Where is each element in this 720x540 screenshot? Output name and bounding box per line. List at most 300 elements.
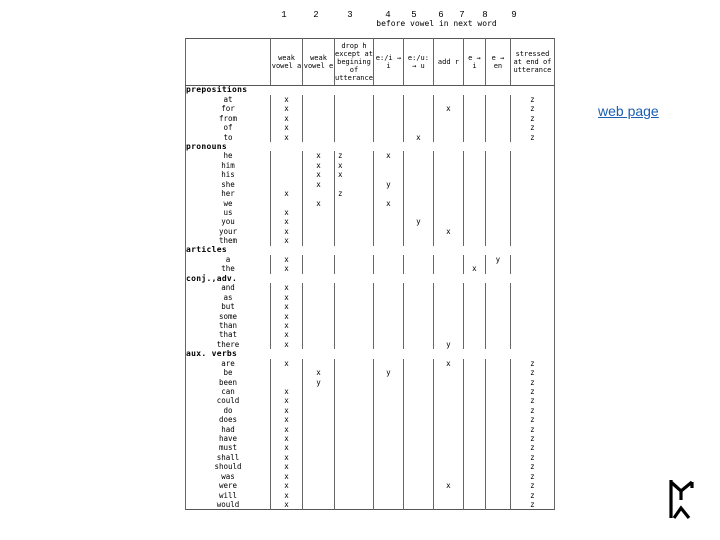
- mark-cell: [373, 227, 403, 236]
- mark-cell: x: [403, 133, 433, 142]
- mark-cell: z: [510, 387, 554, 396]
- mark-cell: x: [271, 123, 303, 132]
- mark-cell: [303, 133, 335, 142]
- mark-cell: [463, 321, 485, 330]
- mark-cell: z: [510, 444, 554, 453]
- table-row: [186, 95, 555, 104]
- mark-cell: [510, 340, 554, 349]
- mark-cell: [373, 387, 403, 396]
- mark-cell: [373, 481, 403, 490]
- mark-cell: [373, 114, 403, 123]
- mark-cell: [433, 368, 463, 377]
- mark-cell: [303, 359, 335, 368]
- mark-cell: [373, 189, 403, 198]
- mark-cell: [485, 114, 510, 123]
- mark-cell: [463, 161, 485, 170]
- web-page-link[interactable]: web page: [598, 103, 659, 119]
- mark-cell: x: [271, 104, 303, 113]
- word-cell: him: [186, 161, 271, 170]
- mark-cell: x: [271, 283, 303, 292]
- mark-cell: [303, 481, 335, 490]
- mark-cell: [433, 236, 463, 245]
- mark-cell: [463, 255, 485, 264]
- mark-cell: [463, 462, 485, 471]
- mark-cell: [433, 151, 463, 160]
- mark-cell: [303, 95, 335, 104]
- mark-cell: [463, 133, 485, 142]
- mark-cell: [433, 161, 463, 170]
- mark-cell: [433, 217, 463, 226]
- word-cell: and: [186, 283, 271, 292]
- mark-cell: [303, 453, 335, 462]
- mark-cell: z: [510, 378, 554, 387]
- mark-cell: [373, 302, 403, 311]
- column-number: 4: [385, 10, 391, 20]
- mark-cell: [485, 453, 510, 462]
- mark-cell: [335, 425, 374, 434]
- mark-cell: [485, 180, 510, 189]
- mark-cell: z: [510, 434, 554, 443]
- word-cell: his: [186, 170, 271, 179]
- mark-cell: [373, 491, 403, 500]
- mark-cell: x: [463, 265, 485, 274]
- mark-cell: [463, 199, 485, 208]
- mark-cell: [433, 321, 463, 330]
- word-cell: the: [186, 265, 271, 274]
- mark-cell: [485, 481, 510, 490]
- mark-cell: [373, 293, 403, 302]
- mark-cell: [403, 472, 433, 481]
- table-row: [186, 236, 555, 245]
- mark-cell: [433, 415, 463, 424]
- mark-cell: [485, 434, 510, 443]
- mark-cell: [433, 199, 463, 208]
- word-column-header: [186, 39, 271, 86]
- mark-cell: [433, 396, 463, 405]
- table-row: [186, 302, 555, 311]
- mark-cell: [373, 208, 403, 217]
- word-cell: are: [186, 359, 271, 368]
- mark-cell: [403, 123, 433, 132]
- mark-cell: [303, 104, 335, 113]
- word-cell: can: [186, 387, 271, 396]
- mark-cell: [303, 283, 335, 292]
- mark-cell: x: [271, 265, 303, 274]
- mark-cell: [403, 444, 433, 453]
- mark-cell: x: [271, 481, 303, 490]
- mark-cell: [485, 368, 510, 377]
- mark-cell: [485, 161, 510, 170]
- mark-cell: [373, 500, 403, 509]
- mark-cell: [485, 340, 510, 349]
- word-cell: as: [186, 293, 271, 302]
- mark-cell: [303, 208, 335, 217]
- mark-cell: y: [373, 180, 403, 189]
- table-row: [186, 415, 555, 424]
- word-cell: from: [186, 114, 271, 123]
- mark-cell: [403, 227, 433, 236]
- word-cell: us: [186, 208, 271, 217]
- mark-cell: [510, 236, 554, 245]
- mark-cell: [335, 396, 374, 405]
- mark-cell: [433, 330, 463, 339]
- mark-cell: [335, 283, 374, 292]
- mark-cell: [373, 444, 403, 453]
- mark-cell: [463, 368, 485, 377]
- mark-cell: [303, 340, 335, 349]
- mark-cell: [335, 321, 374, 330]
- table-row: [186, 462, 555, 471]
- table-row: [186, 265, 555, 274]
- mark-cell: [463, 387, 485, 396]
- word-cell: be: [186, 368, 271, 377]
- table-row: [186, 406, 555, 415]
- mark-cell: [403, 425, 433, 434]
- mark-cell: [403, 491, 433, 500]
- mark-cell: [463, 104, 485, 113]
- word-cell: your: [186, 227, 271, 236]
- mark-cell: [303, 491, 335, 500]
- table-row: [186, 170, 555, 179]
- mark-cell: [463, 415, 485, 424]
- mark-cell: [485, 265, 510, 274]
- mark-cell: [463, 378, 485, 387]
- table-row: [186, 396, 555, 405]
- mark-cell: [463, 340, 485, 349]
- mark-cell: [485, 123, 510, 132]
- mark-cell: [335, 255, 374, 264]
- mark-cell: [485, 227, 510, 236]
- mark-cell: z: [510, 368, 554, 377]
- mark-cell: [433, 114, 463, 123]
- word-cell: shall: [186, 453, 271, 462]
- mark-cell: [373, 462, 403, 471]
- mark-cell: [463, 312, 485, 321]
- word-cell: of: [186, 123, 271, 132]
- word-cell: been: [186, 378, 271, 387]
- table-header-row: [186, 39, 555, 86]
- mark-cell: [373, 170, 403, 179]
- mark-cell: z: [510, 133, 554, 142]
- table-row: [186, 434, 555, 443]
- mark-cell: [335, 444, 374, 453]
- mark-cell: [510, 330, 554, 339]
- mark-cell: [373, 406, 403, 415]
- table-row: [186, 189, 555, 198]
- mark-cell: [485, 283, 510, 292]
- mark-cell: [403, 481, 433, 490]
- mark-cell: x: [271, 217, 303, 226]
- rule-column-header: e → i: [463, 39, 485, 86]
- mark-cell: x: [271, 491, 303, 500]
- word-cell: do: [186, 406, 271, 415]
- table-row: [186, 208, 555, 217]
- mark-cell: [271, 170, 303, 179]
- mark-cell: [303, 114, 335, 123]
- mark-cell: [373, 415, 403, 424]
- mark-cell: [485, 462, 510, 471]
- mark-cell: [403, 161, 433, 170]
- mark-cell: [271, 199, 303, 208]
- mark-cell: [485, 236, 510, 245]
- mark-cell: x: [271, 255, 303, 264]
- word-cell: you: [186, 217, 271, 226]
- mark-cell: z: [510, 104, 554, 113]
- mark-cell: [510, 302, 554, 311]
- category-label: articles: [186, 246, 555, 255]
- mark-cell: [373, 123, 403, 132]
- mark-cell: [433, 170, 463, 179]
- mark-cell: [335, 368, 374, 377]
- mark-cell: [271, 151, 303, 160]
- mark-cell: [433, 462, 463, 471]
- mark-cell: [303, 312, 335, 321]
- mark-cell: x: [433, 227, 463, 236]
- mark-cell: [403, 415, 433, 424]
- mark-cell: x: [271, 425, 303, 434]
- mark-cell: [403, 114, 433, 123]
- mark-cell: [303, 462, 335, 471]
- mark-cell: y: [403, 217, 433, 226]
- mark-cell: [403, 387, 433, 396]
- mark-cell: [271, 161, 303, 170]
- mark-cell: [373, 133, 403, 142]
- mark-cell: [433, 491, 463, 500]
- mark-cell: [403, 378, 433, 387]
- mark-cell: [463, 396, 485, 405]
- mark-cell: [485, 330, 510, 339]
- mark-cell: [463, 170, 485, 179]
- mark-cell: [335, 340, 374, 349]
- mark-cell: x: [271, 293, 303, 302]
- table-row: [186, 387, 555, 396]
- mark-cell: x: [373, 151, 403, 160]
- mark-cell: x: [373, 199, 403, 208]
- mark-cell: [303, 189, 335, 198]
- mark-cell: [373, 236, 403, 245]
- mark-cell: [463, 293, 485, 302]
- table-row: [186, 378, 555, 387]
- mark-cell: [510, 283, 554, 292]
- mark-cell: [403, 170, 433, 179]
- mark-cell: [335, 302, 374, 311]
- mark-cell: [335, 406, 374, 415]
- mark-cell: x: [303, 199, 335, 208]
- mark-cell: x: [271, 387, 303, 396]
- word-cell: to: [186, 133, 271, 142]
- mark-cell: [485, 189, 510, 198]
- table-row: [186, 161, 555, 170]
- mark-cell: x: [303, 161, 335, 170]
- mark-cell: x: [271, 500, 303, 509]
- table-row: [186, 114, 555, 123]
- table-row: [186, 180, 555, 189]
- mark-cell: [433, 406, 463, 415]
- mark-cell: z: [510, 359, 554, 368]
- mark-cell: x: [271, 208, 303, 217]
- table-row: [186, 340, 555, 349]
- table-row: [186, 312, 555, 321]
- mark-cell: [335, 114, 374, 123]
- mark-cell: [463, 114, 485, 123]
- mark-cell: [373, 359, 403, 368]
- mark-cell: x: [271, 415, 303, 424]
- mark-cell: [433, 387, 463, 396]
- table-row: [186, 283, 555, 292]
- mark-cell: [463, 434, 485, 443]
- mark-cell: [335, 293, 374, 302]
- mark-cell: z: [510, 453, 554, 462]
- mark-cell: [335, 378, 374, 387]
- mark-cell: [403, 293, 433, 302]
- mark-cell: [510, 293, 554, 302]
- mark-cell: x: [271, 359, 303, 368]
- mark-cell: [463, 425, 485, 434]
- mark-cell: [403, 359, 433, 368]
- mark-cell: [335, 104, 374, 113]
- mark-cell: [403, 500, 433, 509]
- word-cell: them: [186, 236, 271, 245]
- mark-cell: [463, 453, 485, 462]
- rule-column-header: e → en: [485, 39, 510, 86]
- mark-cell: [433, 95, 463, 104]
- mark-cell: [403, 189, 433, 198]
- word-cell: some: [186, 312, 271, 321]
- mark-cell: [463, 95, 485, 104]
- mark-cell: [373, 161, 403, 170]
- mark-cell: [403, 104, 433, 113]
- word-cell: at: [186, 95, 271, 104]
- mark-cell: [485, 302, 510, 311]
- mark-cell: [485, 312, 510, 321]
- table-row: [186, 453, 555, 462]
- mark-cell: [403, 265, 433, 274]
- mark-cell: [403, 321, 433, 330]
- mark-cell: [485, 217, 510, 226]
- mark-cell: [510, 199, 554, 208]
- mark-cell: [485, 472, 510, 481]
- mark-cell: [485, 293, 510, 302]
- mark-cell: [335, 453, 374, 462]
- mark-cell: x: [271, 434, 303, 443]
- mark-cell: x: [271, 444, 303, 453]
- column-number: 1: [281, 10, 287, 20]
- mark-cell: [303, 396, 335, 405]
- mark-cell: x: [271, 133, 303, 142]
- mark-cell: [335, 312, 374, 321]
- mark-cell: [303, 425, 335, 434]
- mark-cell: [373, 340, 403, 349]
- mark-cell: [510, 170, 554, 179]
- mark-cell: z: [510, 396, 554, 405]
- mark-cell: [463, 359, 485, 368]
- mark-cell: [303, 321, 335, 330]
- mark-cell: [303, 500, 335, 509]
- mark-cell: y: [485, 255, 510, 264]
- mark-cell: [335, 462, 374, 471]
- mark-cell: [485, 396, 510, 405]
- mark-cell: z: [510, 462, 554, 471]
- function-word-table: [185, 38, 555, 510]
- mark-cell: [403, 151, 433, 160]
- word-cell: than: [186, 321, 271, 330]
- word-cell: for: [186, 104, 271, 113]
- mark-cell: x: [433, 104, 463, 113]
- mark-cell: [433, 283, 463, 292]
- mark-cell: [485, 491, 510, 500]
- mark-cell: [510, 161, 554, 170]
- table-row: [186, 472, 555, 481]
- mark-cell: x: [271, 236, 303, 245]
- mark-cell: [433, 255, 463, 264]
- mark-cell: [373, 321, 403, 330]
- mark-cell: [485, 415, 510, 424]
- mark-cell: [485, 406, 510, 415]
- mark-cell: [335, 123, 374, 132]
- mark-cell: [433, 472, 463, 481]
- mark-cell: [485, 425, 510, 434]
- mark-cell: [271, 368, 303, 377]
- rule-column-header: weak vowel a: [271, 39, 303, 86]
- mark-cell: [463, 217, 485, 226]
- mark-cell: [335, 434, 374, 443]
- mark-cell: y: [433, 340, 463, 349]
- mark-cell: [485, 500, 510, 509]
- rule-column-header: drop h except at begining of utterance: [335, 39, 374, 86]
- mark-cell: [463, 236, 485, 245]
- table-row: [186, 444, 555, 453]
- mark-cell: [510, 227, 554, 236]
- mark-cell: [335, 330, 374, 339]
- category-label: prepositions: [186, 86, 555, 95]
- mark-cell: [433, 208, 463, 217]
- mark-cell: [403, 208, 433, 217]
- mark-cell: [335, 133, 374, 142]
- mark-cell: [303, 406, 335, 415]
- mark-cell: [485, 208, 510, 217]
- mark-cell: [403, 312, 433, 321]
- mark-cell: [335, 180, 374, 189]
- mark-cell: [303, 265, 335, 274]
- mark-cell: [303, 472, 335, 481]
- mark-cell: [433, 302, 463, 311]
- word-cell: must: [186, 444, 271, 453]
- mark-cell: [335, 236, 374, 245]
- mark-cell: [403, 462, 433, 471]
- mark-cell: z: [510, 114, 554, 123]
- table-row: [186, 104, 555, 113]
- column-number: 7: [459, 10, 465, 20]
- mark-cell: [463, 302, 485, 311]
- mark-cell: [373, 104, 403, 113]
- mark-cell: [485, 170, 510, 179]
- mark-cell: x: [271, 95, 303, 104]
- category-row: [186, 142, 555, 151]
- mark-cell: [433, 453, 463, 462]
- column-number: 9: [511, 10, 517, 20]
- category-row: [186, 86, 555, 95]
- table-row: [186, 491, 555, 500]
- mark-cell: x: [271, 472, 303, 481]
- mark-cell: x: [271, 406, 303, 415]
- mark-cell: [271, 378, 303, 387]
- table-row: [186, 199, 555, 208]
- mark-cell: [335, 387, 374, 396]
- word-cell: does: [186, 415, 271, 424]
- mark-cell: [403, 236, 433, 245]
- mark-cell: [335, 227, 374, 236]
- mark-cell: [303, 387, 335, 396]
